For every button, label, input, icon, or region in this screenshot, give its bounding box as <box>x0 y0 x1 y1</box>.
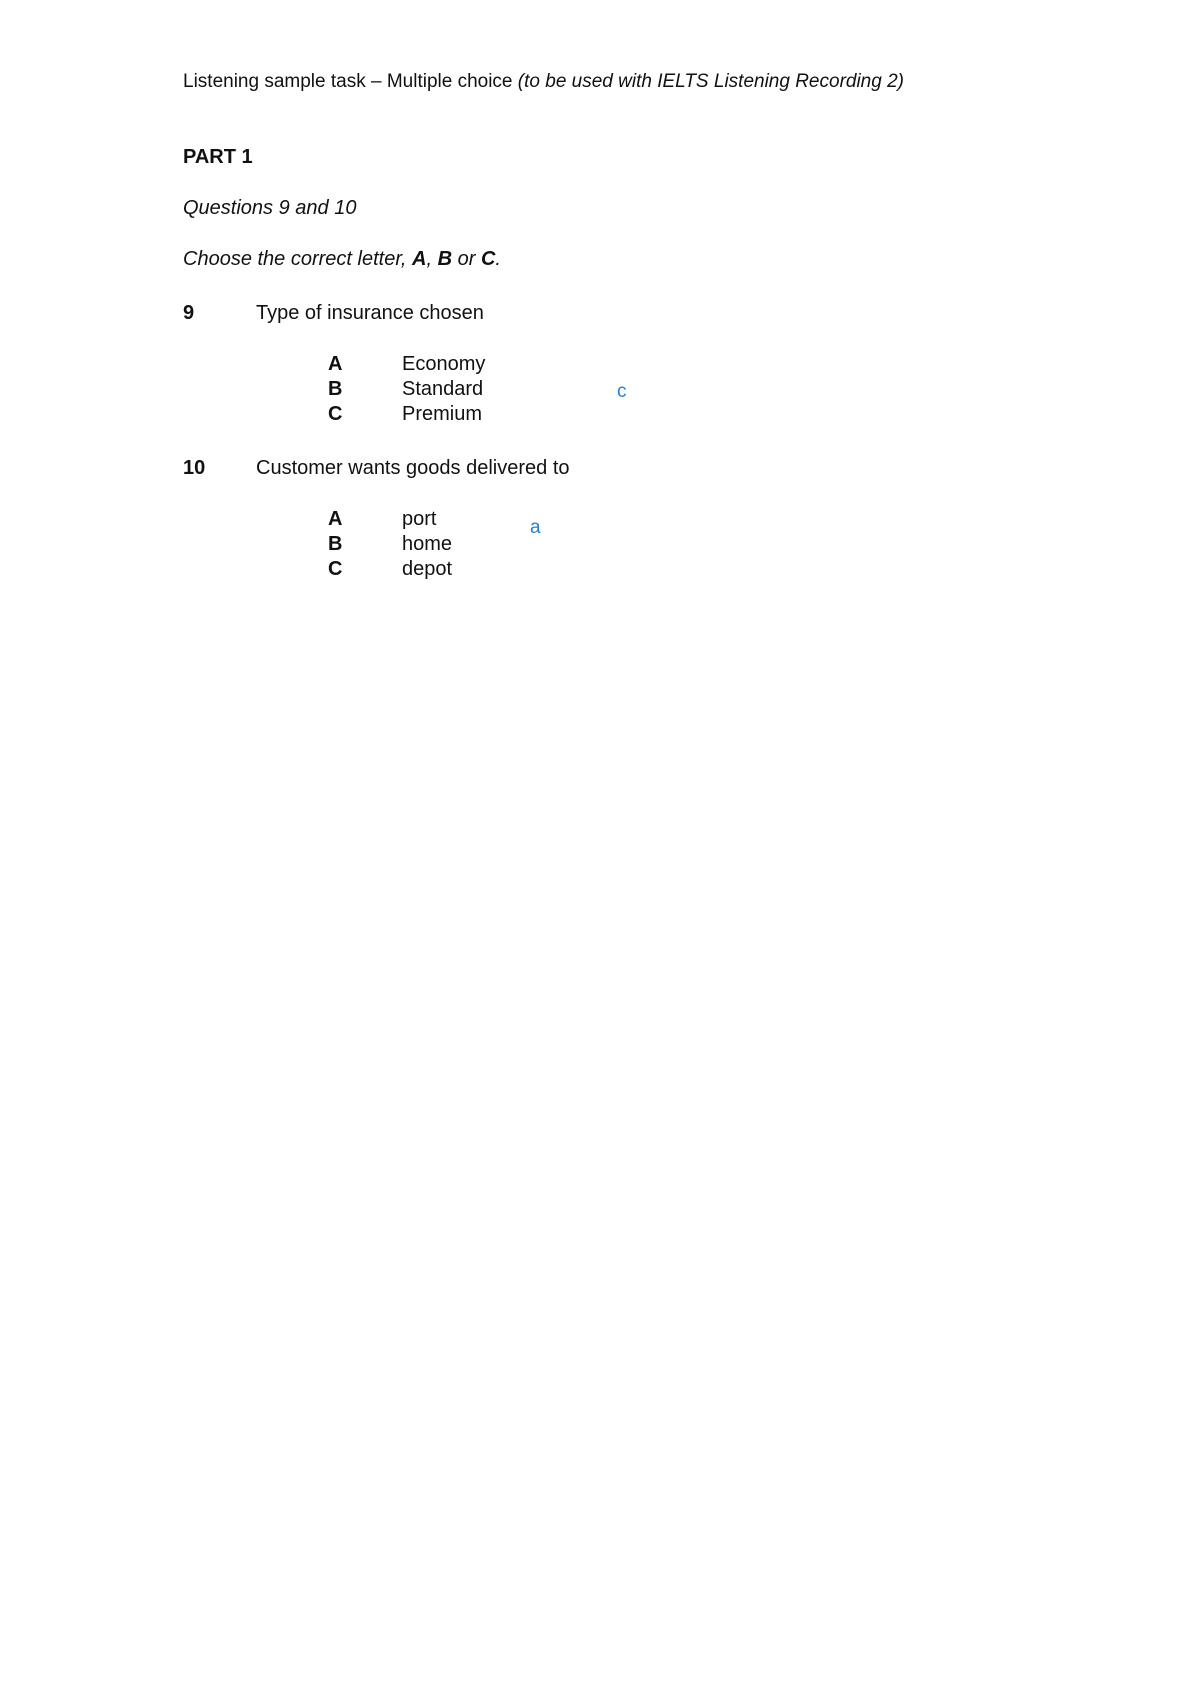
instruction <box>183 248 501 271</box>
header-note: (to be used with IELTS Listening Recording 2) <box>517 71 904 92</box>
part-title: PART 1 <box>183 146 253 168</box>
instruction-letter-a: A <box>412 248 427 270</box>
option-letter: B <box>328 378 343 400</box>
option-letter: C <box>328 403 343 425</box>
option-text: depot <box>402 558 453 580</box>
option-letter: B <box>328 533 343 555</box>
instruction-letter-c: C <box>480 248 496 270</box>
header-title: Listening sample task – Multiple choice <box>183 71 518 92</box>
handwritten-answer: c <box>617 381 627 402</box>
option-text: Premium <box>402 403 483 425</box>
option-letter: C <box>328 558 343 580</box>
question-text: Customer wants goods delivered to <box>256 457 570 479</box>
option-text: Standard <box>402 378 484 400</box>
option-text: home <box>402 533 453 555</box>
option-letter: A <box>328 353 343 375</box>
question-number: 9 <box>183 302 195 324</box>
instruction-letter-b: B <box>437 248 453 270</box>
question-text: Type of insurance chosen <box>256 302 484 324</box>
option-text: Economy <box>402 353 486 375</box>
instruction-sep-2: or <box>452 248 481 270</box>
instruction-end: . <box>495 248 501 270</box>
document-header <box>183 71 904 93</box>
instruction-sep-1: , <box>426 248 438 270</box>
instruction-lead: Choose the correct letter, <box>183 248 413 270</box>
option-text: port <box>402 508 437 530</box>
question-number: 10 <box>183 457 206 479</box>
option-letter: A <box>328 508 343 530</box>
handwritten-answer: a <box>530 517 541 538</box>
question-range: Questions 9 and 10 <box>183 197 357 219</box>
